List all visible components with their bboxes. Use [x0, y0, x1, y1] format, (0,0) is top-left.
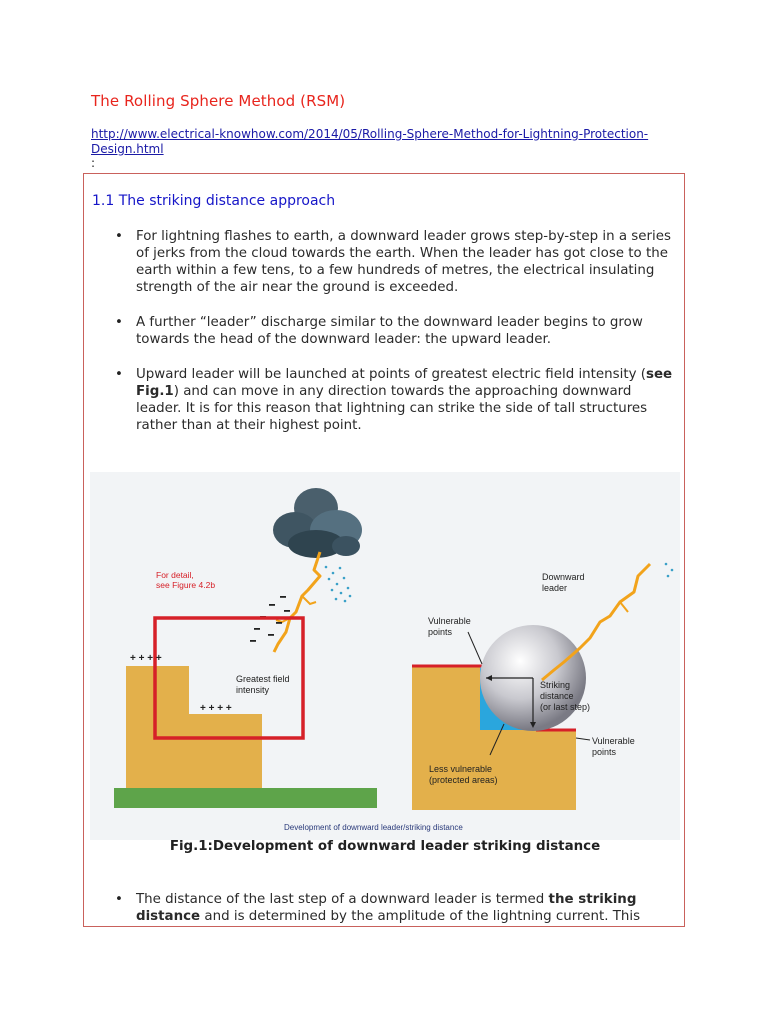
- figure-reference: see Fig.1: [136, 367, 673, 399]
- vulnerable-points-label: Vulnerable: [428, 616, 471, 626]
- page-title: The Rolling Sphere Method (RSM): [91, 92, 346, 110]
- bullet-list: [84, 891, 676, 925]
- downward-leader-label: leader: [542, 583, 568, 593]
- figure-image: [90, 472, 680, 840]
- greatest-field-label: Greatest field: [236, 674, 290, 684]
- bullet-list: [84, 228, 676, 452]
- striking-distance-label: Striking: [540, 680, 571, 690]
- vulnerable-points-label: Vulnerable: [592, 736, 635, 746]
- vulnerable-points-label: points: [592, 747, 617, 757]
- section-title: 1.1 The striking distance approach: [92, 193, 336, 209]
- list-item: • A further “leader” discharge similar to the downward leader begins to grow towards the head of the downward leader: the upward leader.: [136, 314, 676, 348]
- text-span: Upward leader will be launched at points of greatest electric field intensity (: [136, 367, 646, 382]
- text-span: ) and can move in any direction towards the approaching downward leader. It is for this reason that lightning can strike the side of tall structures rather than at their highest point.: [136, 384, 648, 433]
- figure-inner-caption: Development of downward leader/striking distance: [284, 823, 463, 832]
- downward-leader-label: Downward: [542, 572, 585, 582]
- vulnerable-points-label: points: [428, 627, 453, 637]
- ground-strip: [114, 788, 377, 808]
- storm-cloud-icon: [273, 488, 362, 558]
- detail-label: For detail,: [156, 570, 194, 580]
- text-span: The distance of the last step of a downward leader is termed: [136, 892, 549, 907]
- striking-distance-label: (or last step): [540, 702, 591, 712]
- figure-caption: Fig.1:Development of downward leader striking distance: [169, 839, 601, 854]
- striking-distance-label: distance: [540, 691, 574, 701]
- less-vulnerable-label: (protected areas): [429, 775, 498, 785]
- list-item: • For lightning flashes to earth, a downward leader grows step-by-step in a series of jerks from the cloud towards the earth. When the leader has got close to the earth within a few tens, to a few hundreds of metres, the electrical insulating strength of the air near the ground is exceeded.: [136, 228, 676, 296]
- list-item: [136, 891, 676, 925]
- term-bold: the striking distance: [136, 892, 637, 924]
- colon-text: :: [91, 156, 96, 170]
- source-link[interactable]: http://www.electrical-knowhow.com/2014/05/Rolling-Sphere-Method-for-Lightning-Protection-Design.html: [91, 127, 649, 156]
- positive-charges-step: + + + +: [200, 703, 232, 714]
- positive-charges-top: + + + +: [130, 653, 162, 664]
- content-box: [83, 173, 685, 927]
- rain-drops: [325, 566, 352, 603]
- less-vulnerable-label: Less vulnerable: [429, 764, 493, 774]
- list-item: [136, 366, 676, 434]
- greatest-field-label: intensity: [236, 685, 270, 695]
- detail-label: see Figure 4.2b: [156, 580, 216, 590]
- text-span: and is determined by the amplitude of the lightning current. This: [200, 909, 641, 924]
